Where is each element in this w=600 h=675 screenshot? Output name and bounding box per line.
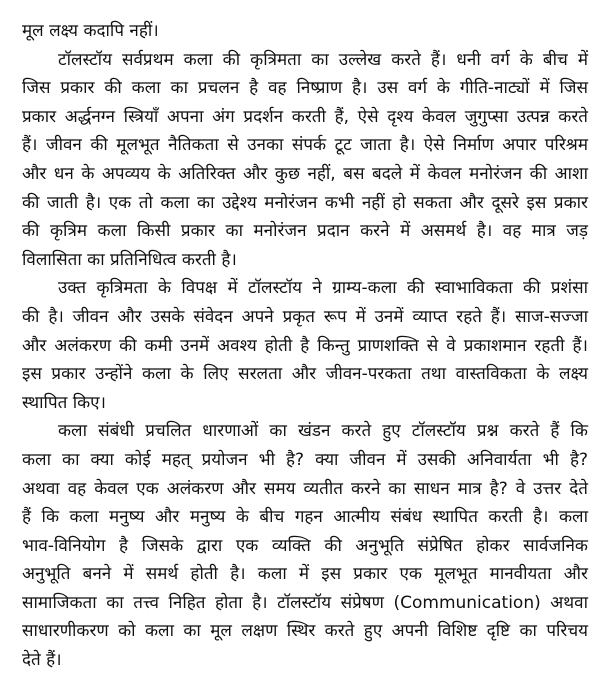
text-line: कला संबंधी प्रचलित धारणाओं का खंडन करते हुए टॉलस्टॉय प्रश्न करते हैं कि xyxy=(58,421,588,442)
paragraph-rural-art xyxy=(22,274,588,417)
text-line: साधारणीकरण को कला का मूल लक्षण स्थिर करते हुए अपनी विशिष्ट दृष्टि का परिचय xyxy=(22,621,588,642)
text-line: और अलंकरण की कमी उनमें अवश्य होती है किन्तु प्राणशक्ति से वे प्रकाशमान रहती हैं। xyxy=(22,335,588,356)
text-line: भाव-विनियोग है जिसके द्वारा एक व्यक्ति की अनुभूति संप्रेषित होकर सार्वजनिक xyxy=(22,535,588,556)
text-line: विलासिता का प्रतिनिधित्व करती है। xyxy=(22,249,237,270)
paragraph-communication xyxy=(22,417,588,674)
document-page xyxy=(22,17,588,675)
text-line: कला का क्या कोई महत् प्रयोजन भी है? क्या जीवन में उसकी अनिवार्यता भी है? xyxy=(22,449,588,470)
paragraph-artificiality xyxy=(22,46,588,275)
text-line: जिस प्रकार की कला का प्रचलन है वह निष्प्राण है। उस वर्ग के गीति-नाट्यों में जिस xyxy=(22,78,588,99)
text-line: स्थापित किए। xyxy=(22,392,106,413)
text-line: प्रकार अर्द्धनग्न स्त्रियाँ अपना अंग प्रदर्शन करती हैं, ऐसे दृश्य केवल जुगुप्सा उत्पन्न करते xyxy=(22,106,588,127)
text-line: हैं। जीवन की मूलभूत नैतिकता से उनका संपर्क टूट जाता है। ऐसे निर्माण अपार परिश्रम xyxy=(22,135,588,156)
text-line: उक्त कृत्रिमता के विपक्ष में टॉलस्टॉय ने ग्राम्य-कला की स्वाभाविकता की प्रशंसा xyxy=(58,278,588,299)
text-line: अथवा वह केवल एक अलंकरण और समय व्यतीत करने का साधन मात्र है? वे उत्तर देते xyxy=(22,478,588,499)
text-line: की जाती है। एक तो कला का उद्देश्य मनोरंजन कभी नहीं हो सकता और दूसरे इस प्रकार xyxy=(22,192,588,213)
text-line: मूल लक्ष्य कदापि नहीं। xyxy=(22,21,159,41)
text-line: और धन के अपव्यय के अतिरिक्त और कुछ नहीं, बस बदले में केवल मनोरंजन की आशा xyxy=(22,163,588,184)
text-line: इस प्रकार उन्होंने कला के लिए सरलता और जीवन-परकता तथा वास्तविकता के लक्ष्य xyxy=(22,364,588,385)
text-line: देते हैं। xyxy=(22,650,62,671)
paragraph-continuation xyxy=(22,17,588,46)
text-line: की कृत्रिम कला किसी प्रकार का मनोरंजन प्रदान करने में असमर्थ है। वह मात्र जड़ xyxy=(22,221,588,242)
text-line: हैं कि कला मनुष्य और मनुष्य के बीच गहन आत्मीय संबंध स्थापित करती है। कला xyxy=(22,507,588,528)
text-line: की है। जीवन और उसके संवेदन अपने प्रकृत रूप में उनमें व्याप्त रहते हैं। साज-सज्जा xyxy=(22,306,588,327)
text-line: अनुभूति बनने में समर्थ होती है। कला में इस प्रकार एक मूलभूत मानवीयता और xyxy=(22,564,588,585)
text-line: टॉलस्टॉय सर्वप्रथम कला की कृत्रिमता का उल्लेख करते हैं। धनी वर्ग के बीच में xyxy=(58,49,588,70)
text-line: सामाजिकता का तत्त्व निहित होता है। टॉलस्टॉय संप्रेषण (Communication) अथवा xyxy=(22,592,588,613)
